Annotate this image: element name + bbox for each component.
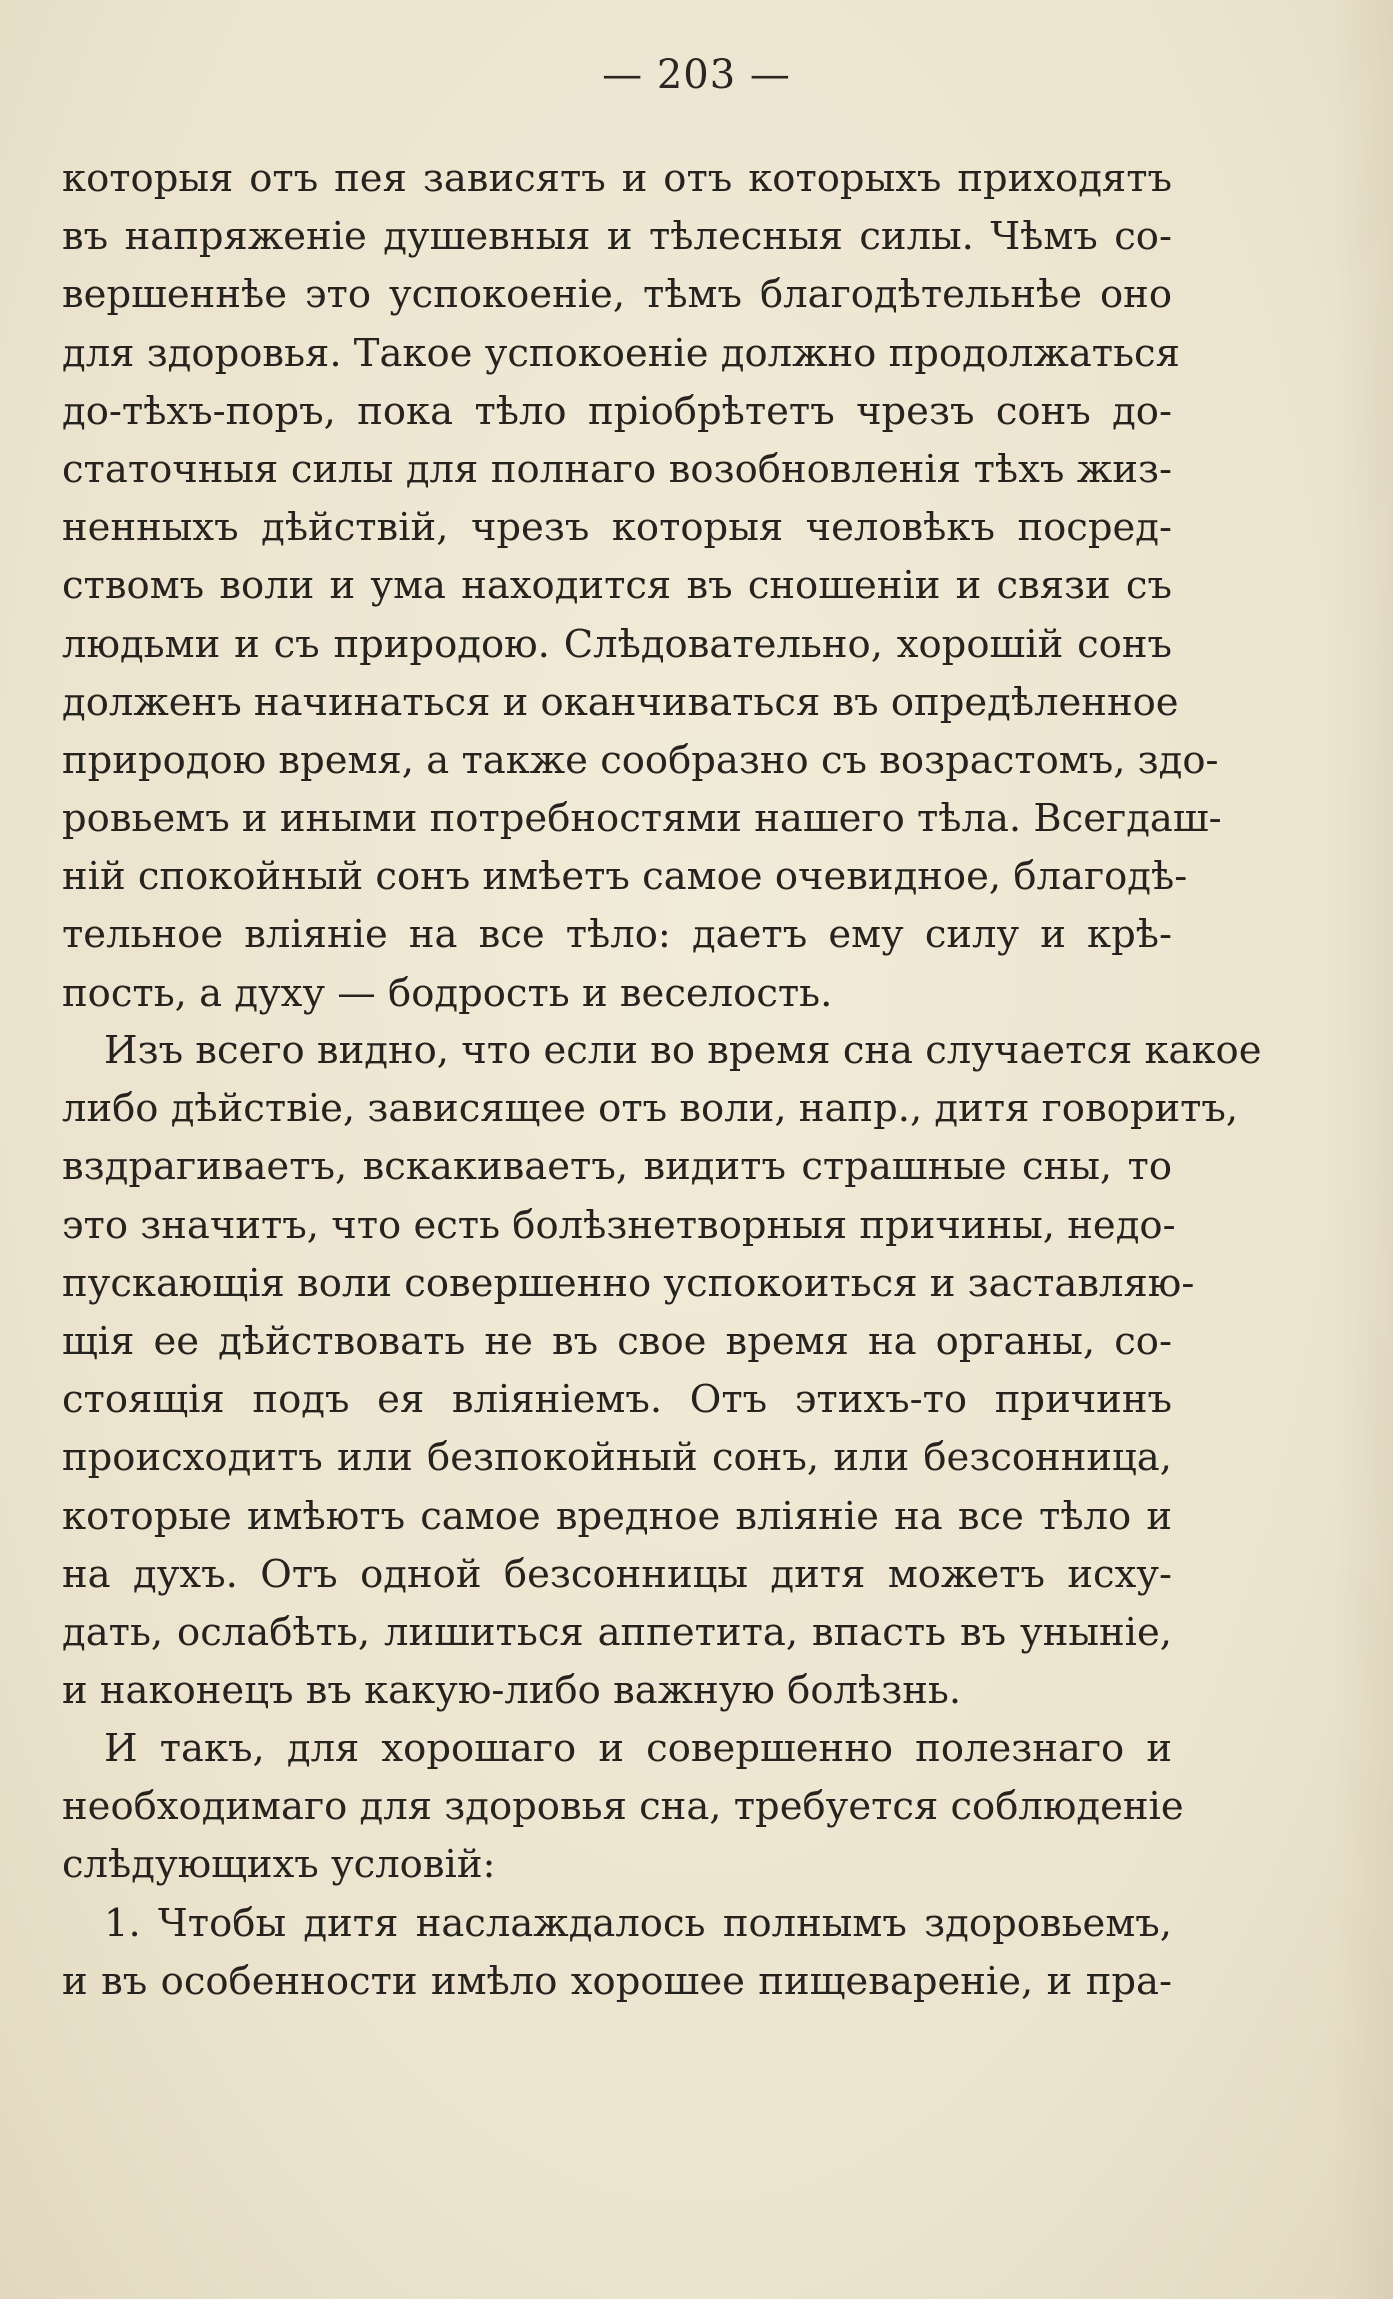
paragraph-4 — [62, 1895, 1172, 2011]
text-line: до-тѣхъ-поръ, пока тѣло пріобрѣтетъ чрезъ сонъ до- — [62, 388, 1172, 434]
text-line: происходитъ или безпокойный сонъ, или безсонница, — [62, 1435, 1172, 1481]
text-line: долженъ начинаться и оканчиваться въ опредѣленное — [62, 679, 1179, 725]
text-line: и наконецъ въ какую-либо важную болѣзнь. — [62, 1668, 962, 1714]
paragraph-3 — [62, 1720, 1184, 1895]
text-line: которыя отъ пея зависятъ и отъ которыхъ приходятъ — [62, 156, 1172, 201]
paragraph-1 — [62, 150, 1222, 1023]
page-number: — 203 — — [602, 52, 791, 98]
text-line: для здоровья. Такое успокоеніе должно продолжаться — [62, 330, 1180, 376]
text-line: ненныхъ дѣйствій, чрезъ которыя человѣкъ посред- — [62, 505, 1172, 551]
text-line: ній спокойный сонъ имѣетъ самое очевидное, благодѣ- — [62, 854, 1188, 900]
text-line: пускающія воли совершенно успокоиться и заставляю- — [62, 1260, 1195, 1306]
text-line: въ напряженіе душевныя и тѣлесныя силы. Чѣмъ со- — [62, 214, 1172, 260]
text-line: вздрагиваетъ, вскакиваетъ, видитъ страшные сны, то — [62, 1144, 1172, 1190]
text-line: вершеннѣе это успокоеніе, тѣмъ благодѣтельнѣе оно — [62, 272, 1172, 318]
text-line: щія ее дѣйствовать не въ свое время на органы, со- — [62, 1318, 1172, 1364]
text-line: и въ особенности имѣло хорошее пищевареніе, и пра- — [62, 1959, 1172, 2005]
page-edge-shadow — [1333, 0, 1393, 2299]
text-line: дать, ослабѣть, лишиться аппетита, впасть въ уныніе, — [62, 1609, 1172, 1655]
text-line: либо дѣйствіе, зависящее отъ воли, напр., дитя говоритъ, — [62, 1086, 1239, 1132]
text-line: Изъ всего видно, что если во время сна случается какое — [104, 1028, 1262, 1073]
paragraph-2 — [62, 1022, 1262, 1720]
text-line: слѣдующихъ условій: — [62, 1842, 496, 1888]
text-line: тельное вліяніе на все тѣло: даетъ ему силу и крѣ- — [62, 912, 1172, 958]
text-line: необходимаго для здоровья сна, требуется соблюденіе — [62, 1784, 1184, 1830]
text-line: на духъ. Отъ одной безсонницы дитя можетъ исху- — [62, 1551, 1172, 1597]
text-line: ствомъ воли и ума находится въ сношеніи и связи съ — [62, 563, 1172, 609]
text-line: И такъ, для хорошаго и совершенно полезнаго и — [104, 1726, 1172, 1771]
text-line: людьми и съ природою. Слѣдовательно, хорошій сонъ — [62, 621, 1172, 667]
text-line: пость, а духу — бодрость и веселость. — [62, 970, 833, 1016]
text-line: стоящія подъ ея вліяніемъ. Отъ этихъ-то причинъ — [62, 1377, 1172, 1423]
text-line: природою время, а также сообразно съ возрастомъ, здо- — [62, 737, 1219, 783]
text-line: 1. Чтобы дитя наслаждалось полнымъ здоровьемъ, — [104, 1901, 1172, 1946]
text-line: которые имѣютъ самое вредное вліяніе на все тѣло и — [62, 1493, 1172, 1539]
text-line: статочныя силы для полнаго возобновленія тѣхъ жиз- — [62, 446, 1172, 492]
text-line: ровьемъ и иными потребностями нашего тѣла. Всегдаш- — [62, 796, 1222, 842]
text-line: это значитъ, что есть болѣзнетворныя причины, недо- — [62, 1202, 1176, 1248]
